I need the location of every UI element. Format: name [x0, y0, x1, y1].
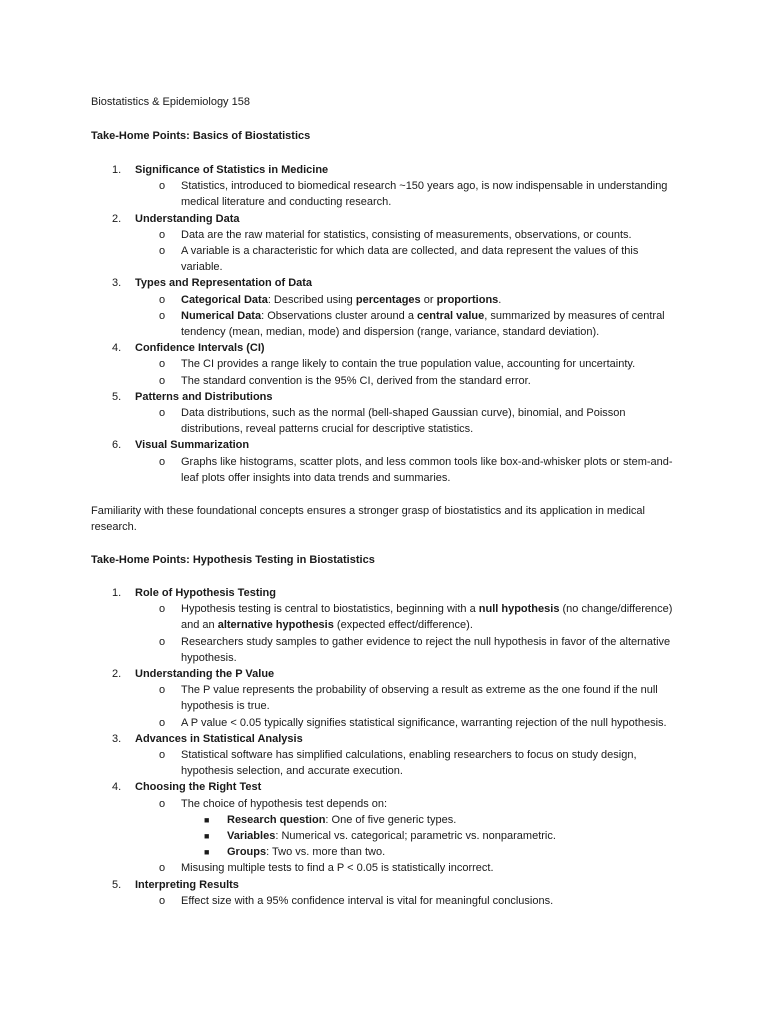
sub-item: o The CI provides a range likely to contain the true population value, accounting for uncertainty. — [159, 358, 636, 371]
section-1-list — [112, 162, 682, 486]
sub-item: o Researchers study samples to gather evidence to reject the null hypothesis in favor of the alternative hypothesis. — [159, 635, 671, 664]
square-bullet-item: ■ Variables: Numerical vs. categorical; parametric vs. nonparametric. — [204, 830, 556, 843]
sub-item: o A variable is a characteristic for which data are collected, and data represent the values of this variable. — [159, 245, 639, 274]
list-item: 6. Visual Summarization o Graphs like histograms, scatter plots, and less common tools like box-and-whisker plots or stem-and-leaf plots offer insights into data trends and summaries. — [112, 437, 682, 486]
list-item: 2. Understanding Data o Data are the raw material for statistics, consisting of measurements, observations, or counts. o A variable is a characteristic for which data are collected, and data represent the values of this variable. — [112, 211, 682, 276]
sub-item: o Graphs like histograms, scatter plots, and less common tools like box-and-whisker plots or stem-and-leaf plots offer insights into data trends and summaries. — [159, 455, 673, 484]
item-title: Confidence Intervals (CI) — [135, 342, 265, 355]
sub-item: o Effect size with a 95% confidence interval is vital for meaningful conclusions. — [159, 894, 554, 907]
item-title: Understanding Data — [135, 212, 240, 225]
square-bullet-item: ■ Research question: One of five generic types. — [204, 813, 457, 826]
sub-item: o A P value < 0.05 typically signifies statistical significance, warranting rejection of the null hypothesis. — [159, 716, 667, 729]
sub-item: o The standard convention is the 95% CI, derived from the standard error. — [159, 374, 531, 387]
list-item: 3. Types and Representation of Data o Categorical Data: Described using percentages or proportions. o Numerical Data: Observations cluster around a central value, summarized by measures of central tendency (mean, median, mode) and dispersion (range, variance, standard deviation). — [112, 275, 682, 340]
page-header: Biostatistics & Epidemiology 158 — [91, 96, 250, 108]
list-item: 3. Advances in Statistical Analysis o Statistical software has simplified calculations, enabling researchers to focus on study design, hypothesis selection, and accurate execution. — [112, 731, 682, 780]
square-bullet-item: ■ Groups: Two vs. more than two. — [204, 846, 386, 859]
sub-item: o Data distributions, such as the normal (bell-shaped Gaussian curve), binomial, and Poisson distributions, reveal patterns crucial for descriptive statistics. — [159, 407, 626, 436]
item-title: Understanding the P Value — [135, 668, 275, 681]
item-title: Patterns and Distributions — [135, 390, 273, 403]
section-2-list — [112, 585, 682, 909]
item-title: Significance of Statistics in Medicine — [135, 164, 329, 176]
list-item: 4. Choosing the Right Test o The choice of hypothesis test depends on: ■ Research question: One of five generic types. ■ Variables: Numerical vs. categorical; parametric vs. nonparametric. ■ Groups: Two vs. more than two. o Misusing multiple tests to find a P < 0.05 is statistically incorrect. — [112, 779, 682, 876]
sub-item: o Categorical Data: Described using percentages or proportions. — [159, 293, 502, 306]
list-item: 5. Patterns and Distributions o Data distributions, such as the normal (bell-shaped Gaussian curve), binomial, and Poisson distributions, reveal patterns crucial for descriptive statistics. — [112, 389, 682, 438]
item-title: Types and Representation of Data — [135, 277, 313, 290]
section-1-title: Take-Home Points: Basics of Biostatistics — [91, 130, 311, 142]
section-2-title: Take-Home Points: Hypothesis Testing in Biostatistics — [91, 554, 375, 566]
list-item: 2. Understanding the P Value o The P value represents the probability of observing a result as extreme as the one found if the null hypothesis is true. o A P value < 0.05 typically signifies statistical significance, warranting rejection of the null hypothesis. — [112, 666, 682, 731]
list-item: 5. Interpreting Results o Effect size with a 95% confidence interval is vital for meaningful conclusions. — [112, 877, 682, 909]
sub-item: o The choice of hypothesis test depends on: ■ Research question: One of five generic types. ■ Variables: Numerical vs. categorical; parametric vs. nonparametric. ■ Groups: Two vs. more than two. — [135, 796, 682, 861]
sub-item: o Hypothesis testing is central to biostatistics, beginning with a null hypothesis (no change/difference) and an alternative hypothesis (expected effect/difference). — [159, 603, 673, 632]
closing-paragraph: Familiarity with these foundational concepts ensures a stronger grasp of biostatistics and its application in medical research. — [91, 505, 645, 534]
list-item: 1. Role of Hypothesis Testing o Hypothesis testing is central to biostatistics, beginning with a null hypothesis (no change/difference) and an alternative hypothesis (expected effect/difference). o Researchers study samples to gather evidence to reject the null hypothesis in favor of the alternative hypothesis. — [112, 585, 682, 666]
sub-item: o Statistics, introduced to biomedical research ~150 years ago, is now indispensable in understanding medical literature and conducting research. — [159, 180, 668, 209]
list-item: 1. Significance of Statistics in Medicine o Statistics, introduced to biomedical research ~150 years ago, is now indispensable in understanding medical literature and conducting research. — [112, 162, 682, 211]
item-title: Interpreting Results — [135, 878, 239, 891]
item-title: Advances in Statistical Analysis — [135, 732, 303, 745]
list-item: 4. Confidence Intervals (CI) o The CI provides a range likely to contain the true population value, accounting for uncertainty. o The standard convention is the 95% CI, derived from the standard error. — [112, 340, 682, 389]
item-title: Role of Hypothesis Testing — [135, 587, 276, 599]
sub-item: o Misusing multiple tests to find a P < 0.05 is statistically incorrect. — [159, 862, 494, 875]
sub-item: o The P value represents the probability of observing a result as extreme as the one found if the null hypothesis is true. — [159, 684, 658, 713]
item-title: Visual Summarization — [135, 439, 250, 452]
sub-item: o Numerical Data: Observations cluster around a central value, summarized by measures of central tendency (mean, median, mode) and dispersion (range, variance, standard deviation). — [159, 309, 665, 339]
item-title: Choosing the Right Test — [135, 781, 262, 794]
sub-item: o Statistical software has simplified calculations, enabling researchers to focus on study design, hypothesis selection, and accurate execution. — [159, 749, 637, 778]
sub-item: o Data are the raw material for statistics, consisting of measurements, observations, or counts. — [159, 228, 632, 241]
